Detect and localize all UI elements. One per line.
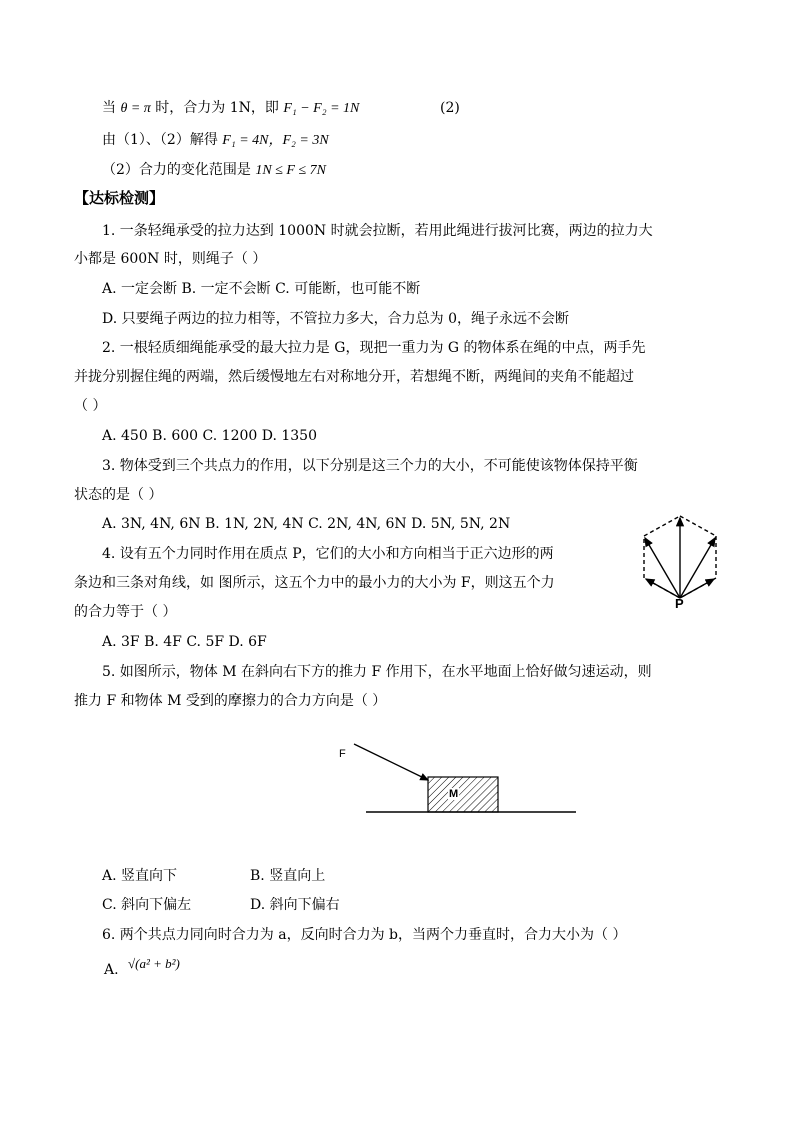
q6-option-a-expr: √(a² + b²) xyxy=(128,956,180,971)
q5-option-a: A. 竖直向下 xyxy=(102,868,178,884)
hexagon-point-label: P xyxy=(675,596,684,611)
q3-options: A. 3N, 4N, 6N B. 1N, 2N, 4N C. 2N, 4N, 6N D. 5N, 5N, 2N xyxy=(102,516,511,532)
section-title: 【达标检测】 xyxy=(74,189,165,207)
force-arrow-f xyxy=(354,744,428,780)
hexagon-force-figure xyxy=(636,508,726,618)
q3-text-line1: 3. 物体受到三个共点力的作用，以下分别是这三个力的大小，不可能使该物体保持平衡 xyxy=(102,458,638,474)
intro-line1-prefix: 当 xyxy=(102,100,116,116)
intro-line3-prefix: （2）合力的变化范围是 xyxy=(102,162,251,178)
q4-text-line3: 的合力等于（ ） xyxy=(74,604,177,620)
q5-option-d: D. 斜向下偏右 xyxy=(250,897,340,913)
q4-options: A. 3F B. 4F C. 5F D. 6F xyxy=(102,634,267,650)
intro-line3-eq: 1N ≤ F ≤ 7N xyxy=(255,163,326,178)
incline-push-svg xyxy=(330,740,580,822)
q1-text-line1: 1. 一条轻绳承受的拉力达到 1000N 时就会拉断，若用此绳进行拔河比赛，两边的拉力大 xyxy=(102,223,653,239)
q2-text-line3: （ ） xyxy=(74,398,107,414)
intro-line1-mid: 时，合力为 1N，即 xyxy=(155,100,279,116)
intro-line-3 xyxy=(102,160,326,181)
q5-text-line1: 5. 如图所示，物体 M 在斜向右下方的推力 F 作用下，在水平地面上恰好做匀速运动，则 xyxy=(102,664,652,680)
q5-option-b: B. 竖直向上 xyxy=(250,868,326,884)
q6-text-line1: 6. 两个共点力同向时合力为 a，反向时合力为 b，当两个力垂直时，合力大小为（ ） xyxy=(102,927,627,943)
q5-text-line2: 推力 F 和物体 M 受到的摩擦力的合力方向是（ ） xyxy=(74,693,387,709)
q6-option-a-label: A. xyxy=(104,962,119,978)
force-label-f: F xyxy=(339,748,346,760)
intro-line1-eq: F₁ − F₂ = 1N xyxy=(283,101,360,116)
intro-line1-cond: θ = π xyxy=(120,101,151,116)
intro-line-1 xyxy=(102,98,359,119)
q5-option-c: C. 斜向下偏左 xyxy=(102,897,192,913)
q1-text-line2: 小都是 600N 时，则绳子（ ） xyxy=(74,251,267,267)
intro-line1-tag: (2) xyxy=(440,100,460,116)
q2-text-line2: 并拢分别握住绳的两端，然后缓慢地左右对称地分开，若想绳不断，两绳间的夹角不能超过 xyxy=(74,369,634,385)
incline-push-figure xyxy=(330,740,580,822)
block-m xyxy=(428,777,498,812)
q1-options: A. 一定会断 B. 一定不会断 C. 可能断，也可能不断 xyxy=(102,281,421,297)
q1-option-d: D. 只要绳子两边的拉力相等，不管拉力多大，合力总为 0，绳子永远不会断 xyxy=(102,311,569,327)
intro-line2-eq: F₁ = 4N，F₂ = 3N xyxy=(222,133,329,148)
q2-options: A. 450 B. 600 C. 1200 D. 1350 xyxy=(102,428,317,444)
intro-line2-prefix: 由（1）、（2）解得 xyxy=(102,132,218,148)
q3-text-line2: 状态的是（ ） xyxy=(74,487,163,503)
q4-text-line2: 条边和三条对角线，如 图所示，这五个力中的最小力的大小为 F，则这五个力 xyxy=(74,575,555,591)
intro-line-2 xyxy=(102,130,329,151)
q4-text-line1: 4. 设有五个力同时作用在质点 P，它们的大小和方向相当于正六边形的两 xyxy=(102,546,554,562)
block-label-m: M xyxy=(449,788,459,800)
q2-text-line1: 2. 一根轻质细绳能承受的最大拉力是 G，现把一重力为 G 的物体系在绳的中点，两手先 xyxy=(102,340,646,356)
